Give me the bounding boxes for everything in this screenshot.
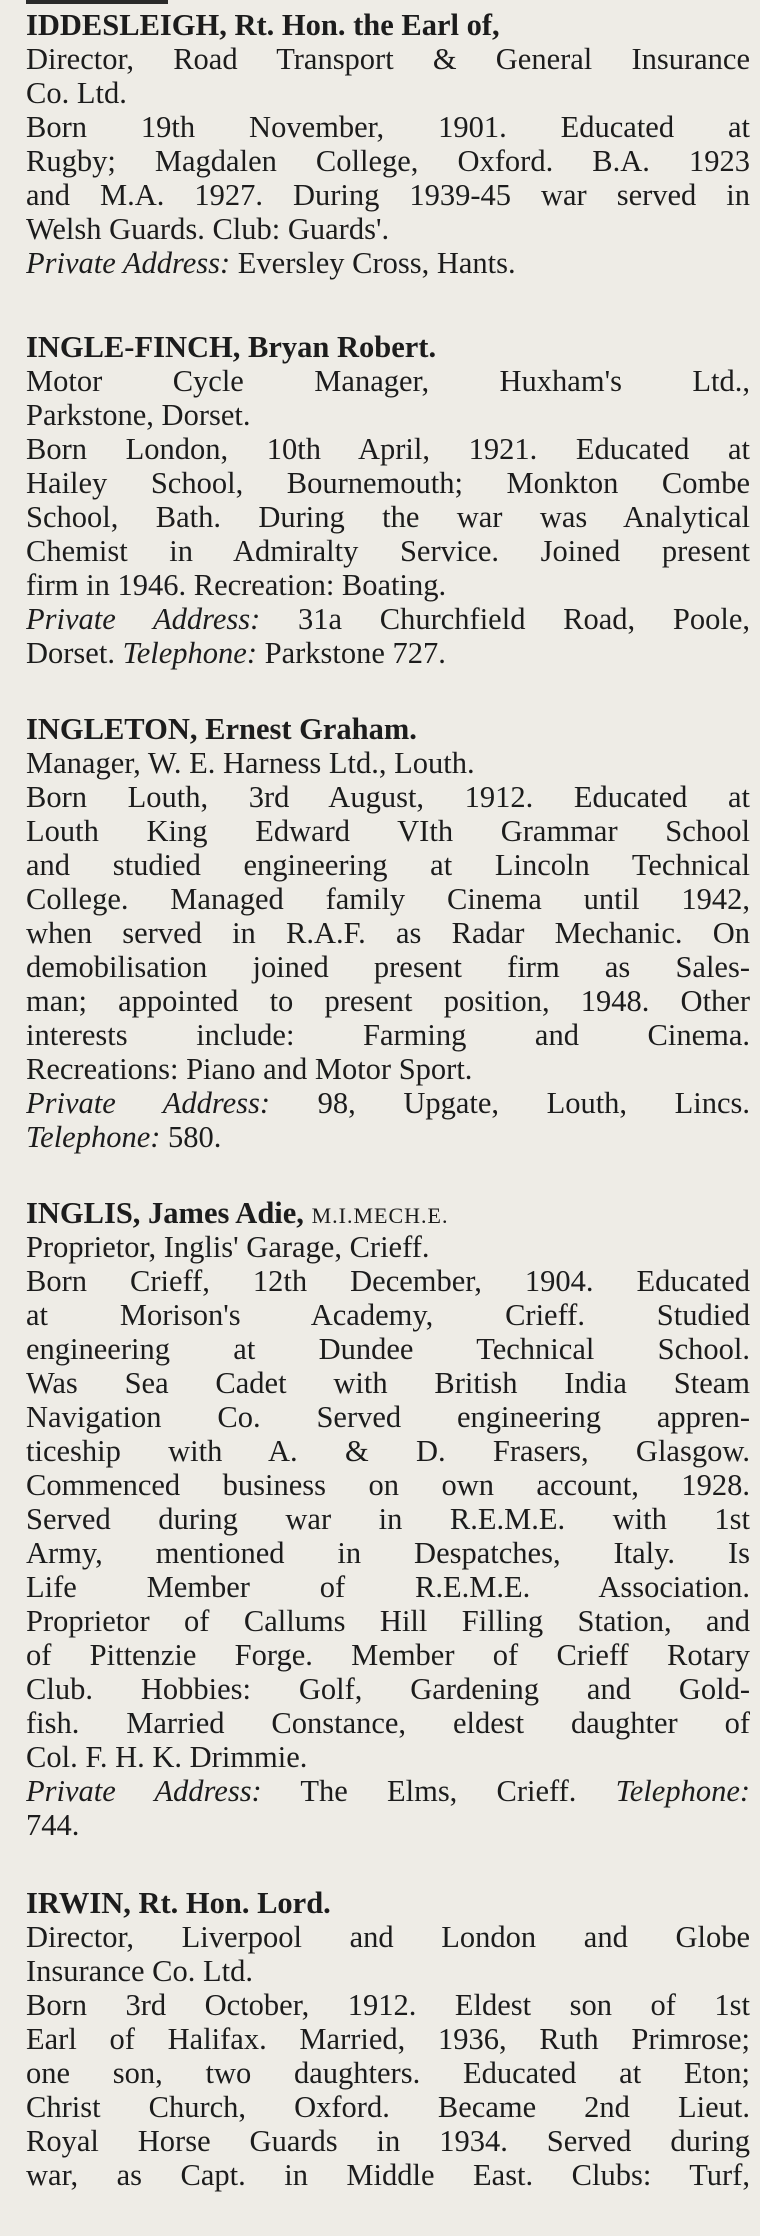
entry-line: demobilisation joined present firm as Sales- (26, 950, 750, 984)
entry-line: Army, mentioned in Despatches, Italy. Is (26, 1536, 750, 1570)
telephone-number: 744. (26, 1808, 80, 1842)
entry-line: Chemist in Admiralty Service. Joined present (26, 534, 750, 568)
entry-line: man; appointed to present position, 1948. Other (26, 984, 750, 1018)
entry-line: Rugby; Magdalen College, Oxford. B.A. 1923 (26, 144, 750, 178)
entry-line: Was Sea Cadet with British India Steam (26, 1366, 750, 1400)
entry-heading (26, 1886, 750, 1920)
entry-line: Director, Road Transport & General Insurance (26, 42, 750, 76)
entry-line: Recreations: Piano and Motor Sport. (26, 1052, 473, 1086)
entry-line: engineering at Dundee Technical School. (26, 1332, 750, 1366)
entry-line: Hailey School, Bournemouth; Monkton Combe (26, 466, 750, 500)
entry-line: Born 19th November, 1901. Educated at (26, 110, 750, 144)
entry-line: Co. Ltd. (26, 76, 127, 110)
entry-telephone-line (26, 1808, 750, 1842)
entry-irwin (26, 1886, 750, 2192)
entry-surname: INGLETON, (26, 712, 198, 746)
private-address: Eversley Cross, Hants. (237, 246, 516, 280)
entry-line: one son, two daughters. Educated at Eton; (26, 2056, 750, 2090)
entry-address-line (26, 636, 750, 670)
entry-line: Born London, 10th April, 1921. Educated at (26, 432, 750, 466)
entry-line: Earl of Halifax. Married, 1936, Ruth Primrose; (26, 2022, 750, 2056)
entry-ingle-finch (26, 330, 750, 670)
telephone-label: Telephone: (26, 1120, 161, 1154)
entry-line: Director, Liverpool and London and Globe (26, 1920, 750, 1954)
entry-line: Manager, W. E. Harness Ltd., Louth. (26, 746, 475, 780)
entry-forenames: Bryan Robert. (248, 330, 437, 364)
telephone-number: 580. (168, 1120, 222, 1154)
private-address: 31a Churchfield Road, Poole, (298, 602, 750, 636)
entry-line: firm in 1946. Recreation: Boating. (26, 568, 447, 602)
private-address: The Elms, Crieff. (300, 1774, 577, 1808)
entry-surname: INGLE-FINCH, (26, 330, 241, 364)
entry-line: war, as Capt. in Middle East. Clubs: Turf, (26, 2158, 750, 2192)
entry-line: Proprietor, Inglis' Garage, Crieff. (26, 1230, 430, 1264)
entry-line: ticeship with A. & D. Frasers, Glasgow. (26, 1434, 750, 1468)
private-address-label: Private Address: (26, 1774, 262, 1808)
entry-surname: INGLIS, (26, 1196, 141, 1230)
telephone-label: Telephone: (122, 636, 257, 670)
entry-telephone-line (26, 1120, 750, 1154)
entry-address-line (26, 1774, 750, 1808)
telephone-label: Telephone: (615, 1774, 750, 1808)
entry-line: School, Bath. During the war was Analytical (26, 500, 750, 534)
entry-line: and studied engineering at Lincoln Technical (26, 848, 750, 882)
entry-line: College. Managed family Cinema until 1942, (26, 882, 750, 916)
entry-line: and M.A. 1927. During 1939-45 war served in (26, 178, 750, 212)
telephone-number: Parkstone 727. (264, 636, 446, 670)
entry-address-line (26, 602, 750, 636)
entry-line: Royal Horse Guards in 1934. Served during (26, 2124, 750, 2158)
entry-line: Col. F. H. K. Drimmie. (26, 1740, 308, 1774)
entry-line: Christ Church, Oxford. Became 2nd Lieut. (26, 2090, 750, 2124)
entry-surname: IRWIN, (26, 1886, 131, 1920)
entry-heading (26, 330, 750, 364)
entry-iddesleigh (26, 8, 750, 280)
private-address-label: Private Address: (26, 602, 261, 636)
entry-heading (26, 1196, 750, 1230)
entry-heading (26, 712, 750, 746)
entry-inglis (26, 1196, 750, 1842)
top-rule (26, 0, 168, 4)
entry-surname: IDDESLEIGH, (26, 8, 227, 42)
entry-line: of Pittenzie Forge. Member of Crieff Rotary (26, 1638, 750, 1672)
entry-line: Born 3rd October, 1912. Eldest son of 1st (26, 1988, 750, 2022)
private-address: 98, Upgate, Louth, Lincs. (317, 1086, 750, 1120)
entry-forenames: Ernest Graham. (205, 712, 417, 746)
entry-line: at Morison's Academy, Crieff. Studied (26, 1298, 750, 1332)
entry-line: when served in R.A.F. as Radar Mechanic. On (26, 916, 750, 950)
entry-line: Motor Cycle Manager, Huxham's Ltd., (26, 364, 750, 398)
entry-heading (26, 8, 750, 42)
entry-qualifications: M.I.MECH.E. (311, 1203, 449, 1228)
entry-line: Commenced business on own account, 1928. (26, 1468, 750, 1502)
entry-address-line (26, 1086, 750, 1120)
entry-ingleton (26, 712, 750, 1154)
entry-forenames: Rt. Hon. Lord. (138, 1886, 331, 1920)
entry-line: Louth King Edward VIth Grammar School (26, 814, 750, 848)
entry-line: Welsh Guards. Club: Guards'. (26, 212, 390, 246)
entry-line: Parkstone, Dorset. (26, 398, 251, 432)
private-address-cont: Dorset. (26, 636, 115, 670)
entry-line: Insurance Co. Ltd. (26, 1954, 253, 1988)
entry-address-line (26, 246, 750, 280)
entry-forenames: Rt. Hon. the Earl of, (234, 8, 500, 42)
private-address-label: Private Address: (26, 246, 231, 280)
entry-line: Born Crieff, 12th December, 1904. Educated (26, 1264, 750, 1298)
entry-line: fish. Married Constance, eldest daughter of (26, 1706, 750, 1740)
entry-line: Proprietor of Callums Hill Filling Station, and (26, 1604, 750, 1638)
private-address-label: Private Address: (26, 1086, 271, 1120)
entry-line: Life Member of R.E.M.E. Association. (26, 1570, 750, 1604)
entry-line: Navigation Co. Served engineering appren- (26, 1400, 750, 1434)
entry-line: Club. Hobbies: Golf, Gardening and Gold- (26, 1672, 750, 1706)
entry-line: Born Louth, 3rd August, 1912. Educated at (26, 780, 750, 814)
entry-line: Served during war in R.E.M.E. with 1st (26, 1502, 750, 1536)
entry-line: interests include: Farming and Cinema. (26, 1018, 750, 1052)
entry-forenames: James Adie, (148, 1196, 304, 1230)
